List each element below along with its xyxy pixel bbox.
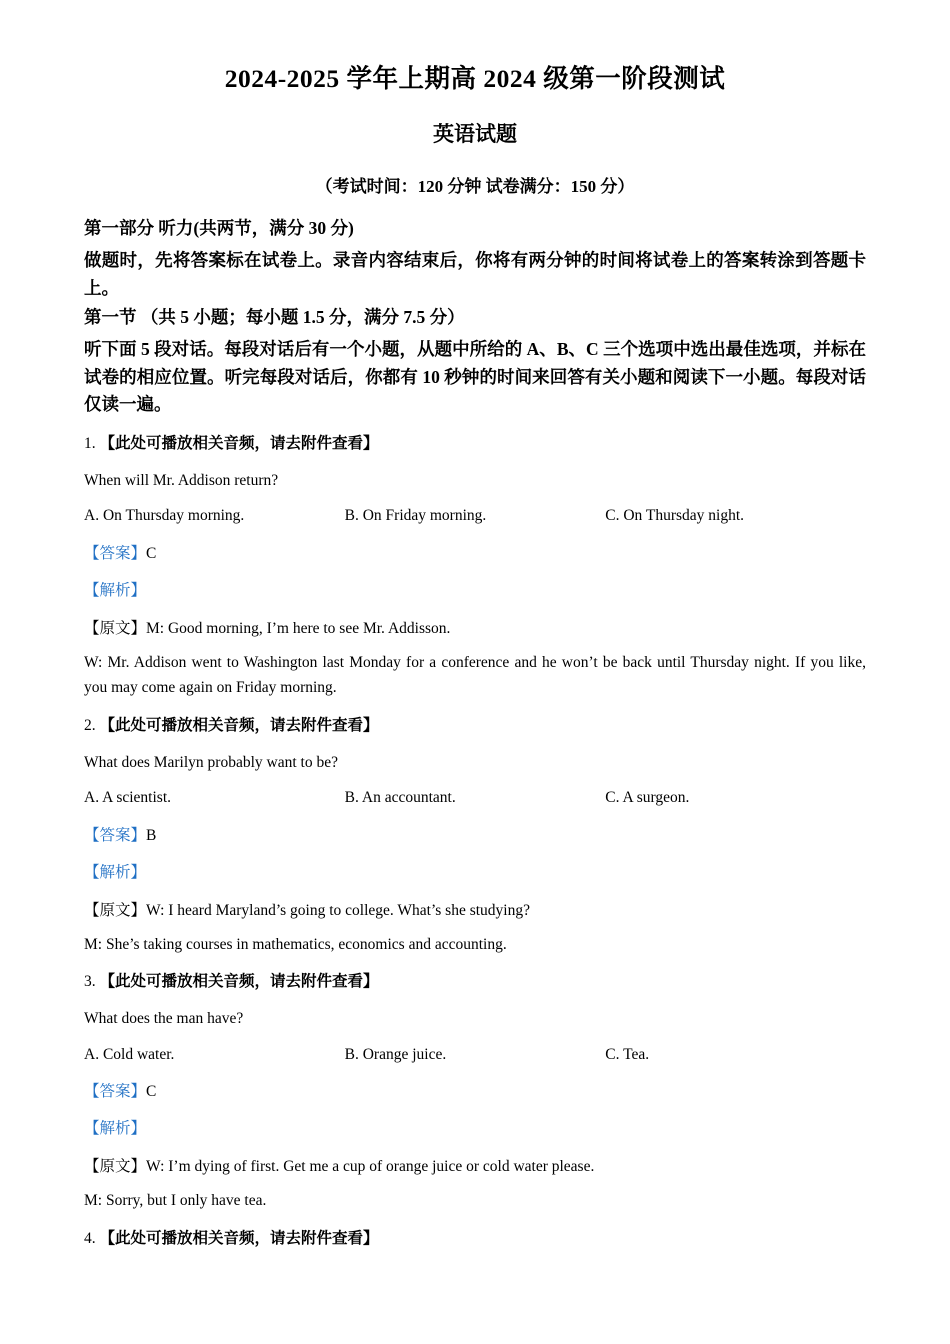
option-a-text: A scientist.: [102, 789, 171, 807]
question-number: 1.: [84, 434, 96, 452]
question-audio-note: [84, 432, 866, 455]
option-c-text: Tea.: [623, 1045, 650, 1063]
script-continuation: W: Mr. Addison went to Washington last Monday for a conference and he won’t be back until Thursday night. If you like, you may come again on Friday morning.: [84, 653, 866, 697]
option-b-text: On Friday morning.: [362, 507, 487, 525]
analysis-label: 【解析】: [84, 581, 147, 599]
audio-note-text: 【此处可播放相关音频，请去附件查看】: [99, 716, 379, 734]
script-text: W: I heard Maryland’s going to college. What’s she studying?: [146, 902, 530, 920]
audio-note-text: 【此处可播放相关音频，请去附件查看】: [99, 973, 379, 991]
option-c-label: C.: [605, 1045, 620, 1063]
option-a-label: A.: [84, 789, 100, 807]
question-options: [84, 1043, 866, 1066]
exam-info: （考试时间：120 分钟 试卷满分：150 分）: [315, 177, 635, 197]
script-line: [84, 1154, 866, 1180]
script-label: 【原文】: [84, 1158, 147, 1176]
question-stem: When will Mr. Addison return?: [84, 472, 279, 490]
question-audio-note: [84, 714, 866, 737]
option-a-text: On Thursday morning.: [102, 507, 245, 525]
answer-value: C: [146, 544, 157, 562]
script-line: [84, 898, 866, 924]
script-line: [84, 616, 866, 642]
option-a[interactable]: [84, 504, 345, 527]
answer-value: C: [146, 1082, 157, 1100]
question-number: 3.: [84, 973, 96, 991]
question-stem: What does Marilyn probably want to be?: [84, 754, 338, 772]
option-a-label: A.: [84, 507, 100, 525]
option-b-label: B.: [344, 507, 359, 525]
option-c-text: A surgeon.: [622, 789, 690, 807]
option-c[interactable]: [605, 1043, 866, 1066]
script-text: M: Good morning, I’m here to see Mr. Addisson.: [146, 620, 451, 638]
answer-value: B: [146, 826, 157, 844]
option-c[interactable]: [605, 786, 866, 809]
question-options: [84, 786, 866, 809]
script-continuation: M: She’s taking courses in mathematics, economics and accounting.: [84, 935, 507, 953]
option-a-label: A.: [84, 1045, 100, 1063]
audio-note-text: 【此处可播放相关音频，请去附件查看】: [99, 1229, 379, 1247]
audio-note-text: 【此处可播放相关音频，请去附件查看】: [99, 434, 379, 452]
question-stem: What does the man have?: [84, 1010, 244, 1028]
section-one-heading: 第一节 （共 5 小题；每小题 1.5 分，满分 7.5 分）: [84, 307, 465, 328]
option-b-text: An accountant.: [361, 789, 456, 807]
question-audio-note: [84, 970, 866, 993]
question-number: 2.: [84, 716, 96, 734]
page-title: 2024-2025 学年上期高 2024 级第一阶段测试: [224, 64, 726, 93]
option-b-label: B.: [344, 1045, 359, 1063]
option-c-label: C.: [605, 507, 620, 525]
option-c[interactable]: [605, 504, 866, 527]
option-c-text: On Thursday night.: [623, 507, 745, 525]
answer-label: 【答案】: [84, 544, 147, 562]
analysis-label: 【解析】: [84, 1120, 147, 1138]
option-a[interactable]: [84, 786, 345, 809]
option-b[interactable]: [345, 1043, 606, 1066]
question-audio-note: [84, 1227, 866, 1250]
answer-line: [84, 1080, 866, 1103]
script-label: 【原文】: [84, 902, 147, 920]
answer-line: [84, 824, 866, 847]
script-text: W: I’m dying of first. Get me a cup of orange juice or cold water please.: [146, 1158, 595, 1176]
option-c-label: C.: [605, 789, 620, 807]
question-number: 4.: [84, 1229, 96, 1247]
option-b[interactable]: [345, 504, 606, 527]
section-one-instruction: 听下面 5 段对话。每段对话后有一个小题，从题中所给的 A、B、C 三个选项中选出最佳选项，并标在试卷的相应位置。听完每段对话后，你都有 10 秒钟的时间来回答有关小题和阅读下一小题。每段对话仅读一遍。: [84, 339, 866, 415]
option-b-label: B.: [344, 789, 359, 807]
answer-line: [84, 542, 866, 565]
page-subtitle: 英语试题: [433, 122, 517, 147]
option-a[interactable]: [84, 1043, 345, 1066]
part-one-instruction: 做题时，先将答案标在试卷上。录音内容结束后，你将有两分钟的时间将试卷上的答案转涂到答题卡上。: [84, 250, 866, 298]
option-a-text: Cold water.: [102, 1045, 175, 1063]
answer-label: 【答案】: [84, 826, 147, 844]
option-b[interactable]: [345, 786, 606, 809]
answer-label: 【答案】: [84, 1082, 147, 1100]
analysis-label: 【解析】: [84, 863, 147, 881]
option-b-text: Orange juice.: [362, 1045, 447, 1063]
question-options: [84, 504, 866, 527]
part-one-heading: 第一部分 听力(共两节，满分 30 分): [84, 218, 354, 239]
script-continuation: M: Sorry, but I only have tea.: [84, 1192, 267, 1210]
script-label: 【原文】: [84, 620, 147, 638]
